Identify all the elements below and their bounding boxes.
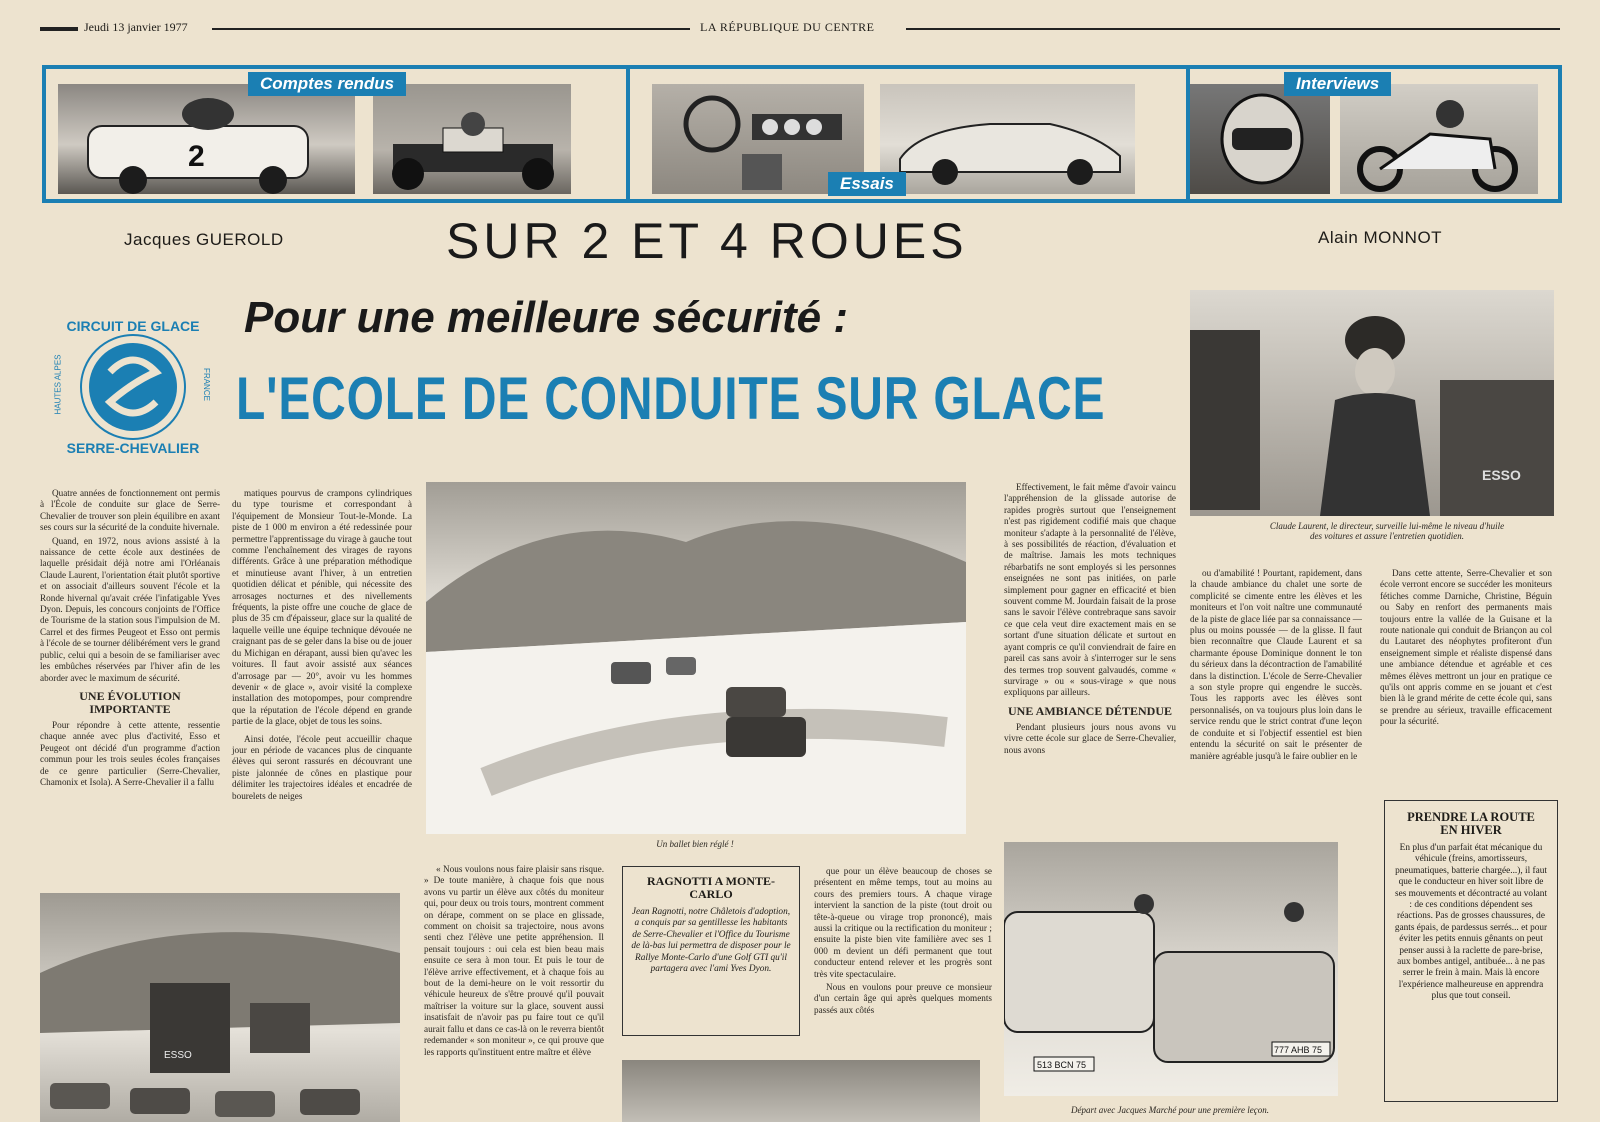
- box-ragnotti-text: Jean Ragnotti, notre Châletois d'adoption, a conquis par sa gentillesse les habitants de Serre-Chevalier et l'Office du Tourisme de là-bas lui permettra de disposer pour le Rallye Monte-Carlo d'une Golf GTI qu'il partagera avec l'ami Yves Dyon.: [631, 907, 791, 975]
- box-ragnotti-title: RAGNOTTI A MONTE-CARLO: [646, 874, 775, 901]
- photo-chalet: [40, 893, 400, 1122]
- article-paragraph: que pour un élève beaucoup de choses se présentent en même temps, tout au moins au cours des premiers tours. A chaque virage intervient la sanction de la piste (tout droit ou tête-à-queue ou virage trop prononcé), mais aussi la critique ou la rectification du moniteur ; ensuite la piste bien vite familière avec ses 1 000 m devient un défi permanent que tout conducteur entend relever et les progrès sont très vite spectaculaire.: [814, 866, 992, 979]
- svg-text:777 AHB 75: 777 AHB 75: [1274, 1045, 1323, 1055]
- top-rule-left: [40, 27, 78, 31]
- article-column-3: [424, 864, 604, 1122]
- article-paragraph: Quatre années de fonctionnement ont permis à l'École de conduite sur glace de Serre-Chevalier de trouver son plein équilibre en axant ses cours sur la sécurité de la conduite hivernale.: [40, 488, 220, 533]
- article-paragraph: Pendant plusieurs jours nous avons vu vivre cette école sur glace de Serre-Chevalier, nous avons: [1004, 721, 1176, 755]
- box-hiver-title: PRENDRE LA ROUTE EN HIVER: [1407, 810, 1535, 837]
- director-illustration: [1190, 290, 1554, 516]
- badge-comptes-rendus: Comptes rendus: [248, 72, 406, 96]
- photo-motorcycle: [1340, 84, 1538, 194]
- logo-text-top: CIRCUIT DE GLACE: [66, 318, 200, 334]
- subhead-evolution: UNE ÉVOLUTION IMPORTANTE: [79, 688, 181, 716]
- photo-coupe: [880, 84, 1135, 194]
- box-ragnotti: [622, 866, 800, 1036]
- article-paragraph: ou d'amabilité ! Pourtant, rapidement, dans la chaude ambiance du chalet une sorte de complicité se cimente entre les élèves et les moniteurs et l'on voit naître une communauté de la piste de glace liée par sa connaissance — plus ou moins poussée — de la glisse. Il faut bien reconnaître que Claude Laurent et sa charmante épouse Dominique donnent le ton du sérieux dans la décontraction de l'amabilité dans la distinction. L'école de Serre-Chevalier a son style propre qui engendre le succès. Tous les rapports avec les élèves sont personnalisés, on va toujours plus loin dans le service rendu que le strict contrat d'une leçon de conduite et si l'objectif essentiel est bien entendu la sécurité on sait le présenter de manière agréable jusqu'à le faire oublier en le: [1190, 568, 1362, 761]
- svg-text:ESSO: ESSO: [1482, 467, 1521, 483]
- article-paragraph: matiques pourvus de crampons cylindriques du type tourisme et correspondant à l'équipement de Monsieur Tout-le-Monde. La piste de 1 000 m environ a été redessinée pour permettre l'apprentissage du virage à gauche tout comme l'enchaînement des virages de rayons différents. Grâce à une préparation méthodique et minutieuse avant l'hiver, à un entretien quotidien délicat et pénible, qui nécessite des arrosages nocturnes et des nivellements fréquents, la piste offre une couche de glace de plus de 35 cm d'épaisseur, glace sur la qualité de laquelle veille une équipe technique dévouée ne craignant pas de se geler dans la bise ou de jouer du Michigan en dérapant, aussi bien qu'avec les voitures. Il faut avoir assisté aux séances d'arrosage par — 20°, avoir vu les hommes devenir « de glace », avoir visité la complexe installation des motopompes, pour comprendre que la réputation de l'école dépend en grande partie de la glace, objet de tous les soins.: [232, 488, 412, 727]
- top-rule-right: [906, 28, 1560, 30]
- article-column-6: [1190, 568, 1362, 764]
- coupe-illustration: [880, 84, 1135, 194]
- byline-right: Alain MONNOT: [1318, 228, 1443, 247]
- article-column-1: [40, 488, 220, 790]
- logo-text-bottom: SERRE-CHEVALIER: [66, 440, 200, 456]
- caption-director: Claude Laurent, le directeur, surveille lui-même le niveau d'huile des voitures et assure l'entretien quotidien.: [1269, 521, 1505, 541]
- article-paragraph: Dans cette attente, Serre-Chevalier et son école verront encore se succéder les moniteurs fétiches comme Darniche, Christine, Béguin ou Saby en renfort des permanents mais toujours entre la vallée de la Guisane et la route nationale qui conduit de Briançon au col du Lautaret des néophytes profiteront d'un enseignement simple et réaliste dispensé dans une ambiance détendue et agréable et ces mêmes élèves mettront un jour en pratique ce qu'ils ont appris comme en se jouant et c'est bien là le grand mérite de cette école qui, sans se prendre au sérieux, travaille efficacement pour la sécurité.: [1380, 568, 1552, 727]
- article-paragraph: Pour répondre à cette attente, ressentie chaque année avec plus d'activité, Esso et Peugeot ont décidé d'un programme d'action commun pour les trois seules écoles françaises de ce genre particulier (Serre-Chevalier, Chamonix et Isola). A Serre-Chevalier il a fallu: [40, 719, 220, 787]
- main-headline: L'ECOLE DE CONDUITE SUR GLACE: [236, 365, 1106, 432]
- article-paragraph: Quand, en 1972, nous avions assisté à la naissance de cette école aux destinées de laquelle présidait déjà notre ami l'Orléanais Claude Laurent, l'orientation était plutôt sportive et on associait d'ailleurs souvent l'école et la Ronde hivernal qu'avait créée l'infatigable Yves Dyon. Depuis, les concours conjoints de l'Office de Tourisme de la station sous l'impulsion de M. Carrel et des firmes Peugeot et Esso ont permis à l'école de se tourner délibérément vers le grand public, celui qui a besoin de se familiariser avec les embûches réservées par l'hiver afin de les aborder avec le maximum de sécurité.: [40, 535, 220, 683]
- chalet-illustration: [40, 893, 400, 1122]
- photo-race-car-2: [58, 84, 355, 194]
- top-rule-mid: [212, 28, 690, 30]
- helmet-illustration: [1190, 84, 1330, 194]
- photo-ice-circuit: [426, 482, 966, 834]
- byline-left: Jacques GUEROLD: [124, 230, 284, 249]
- circuit-logo: [53, 312, 211, 462]
- photo-partial-bottom: [622, 1060, 980, 1122]
- caption-ballet: Un ballet bien réglé !: [656, 839, 734, 849]
- formula-car-illustration: [373, 84, 571, 194]
- badge-interviews: Interviews: [1284, 72, 1391, 96]
- photo-director: [1190, 290, 1554, 516]
- photo-formula-car: [373, 84, 571, 194]
- article-column-2: [232, 488, 412, 804]
- svg-text:513 BCN 75: 513 BCN 75: [1037, 1060, 1087, 1070]
- issue-date: Jeudi 13 janvier 1977: [84, 20, 188, 34]
- photo-peugeot-depart: [1004, 842, 1338, 1096]
- article-paragraph: Nous en voulons pour preuve ce monsieur d'un certain âge qui après quelques moments passés aux côtés: [814, 982, 992, 1015]
- article-paragraph: « Nous voulons nous faire plaisir sans risque. » De toute manière, à chaque fois que nous avons vu partir un élève aux côtés du moniteur qui, pour deux ou trois tours, montrent comment on dérape, comment on se place en glissade, comment on choisit sa trajectoire, nous avons senti chez l'élève une petite appréhension. Il pensait toujours : oui cela est bien beau mais ensuite ce sera à mon tour. Et puis le tour de l'élève arrive effectivement, et à chaque fois au bout de la demi-heure on le voit ressortir du véhicule heureux de s'être prouvé qu'il pouvait maîtriser la voiture sur la glace, souvent aussi insatisfait de n'avoir pas pu faire tout ce qu'il aurait fallu et dans ce cas-là on le reverra bientôt redemander « son moniteur », ce qui prouve que les rapports qu'instituent entre maître et élève: [424, 864, 604, 1057]
- subhead-ambiance: UNE AMBIANCE DÉTENDUE: [1007, 703, 1173, 718]
- strip-divider-1: [626, 69, 630, 199]
- article-paragraph: Effectivement, le fait même d'avoir vaincu l'appréhension de la glissade autorise de rapides progrès surtout que l'enseignement n'est pas rigidement codifié mais que chaque moniteur s'adapte à la personnalité de l'élève, à ses possibilités de réaction, d'évaluation et de maîtrise. Jamais les mots techniques rébarbatifs ne sont employés si les personnes enseignées ne sont pas initiées, on parle simplement pour gagner en efficacité et bien souvent comme M. Jourdain faisait de la prose sans le savoir l'élève contrebraque sans savoir ce que cela veut dire exactement mais en se sortant d'une situation délicate et surtout en ayant compris ce qu'il conviendrait de faire en pareil cas sans avoir à s'interroger sur le sens des termes trop souvent galvaudés, comme « survirage » ou « sous-virage » que nous expliquons par ailleurs.: [1004, 482, 1176, 698]
- article-paragraph: Ainsi dotée, l'école peut accueillir chaque jour en période de vacances plus de cinquante élèves qui seront rassurés en découvrant une piste jalonnée de cônes en plastique pour délimiter les trajectoires idéales et encadrée de bourelets de neiges: [232, 733, 412, 801]
- subtitle-headline: Pour une meilleure sécurité :: [244, 293, 848, 342]
- kicker-headline: SUR 2 ET 4 ROUES: [446, 213, 968, 269]
- box-hiver-text: En plus d'un parfait état mécanique du véhicule (freins, amortisseurs, pneumatiques, batterie chargée...), il faut que le conducteur en hiver soit libre de ses mouvements et décontracté au volant : de ces conditions dépendent ses réactions. Pas de grosses chaussures, de gants épais, de pardessus serrés... et pour éviter les petits ennuis gênants on peut penser aussi à la raclette de pare-brise, aux bombes antigel, antibuée... à ne pas serrer le frein à main. Mais là encore l'expérience malheureuse en apprendra plus que tout conseil.: [1394, 843, 1548, 1002]
- article-column-7: [1380, 568, 1552, 730]
- box-prendre-la-route: [1384, 800, 1558, 1102]
- peugeot-illustration: [1004, 842, 1338, 1096]
- article-column-4: [814, 866, 992, 1018]
- logo-text-left: HAUTES ALPES: [53, 354, 63, 415]
- article-column-5: [1004, 482, 1176, 758]
- badge-essais: Essais: [828, 172, 906, 196]
- ice-circuit-illustration: [426, 482, 966, 834]
- caption-depart: Départ avec Jacques Marché pour une première leçon.: [1071, 1105, 1269, 1115]
- svg-text:ESSO: ESSO: [164, 1050, 192, 1061]
- photo-helmet-driver: [1190, 84, 1330, 194]
- logo-text-right: FRANCE: [201, 368, 211, 401]
- svg-text:2: 2: [188, 140, 205, 173]
- race-car-illustration: [58, 84, 355, 194]
- motorcycle-illustration: [1340, 84, 1538, 194]
- newspaper-name: LA RÉPUBLIQUE DU CENTRE: [700, 20, 875, 34]
